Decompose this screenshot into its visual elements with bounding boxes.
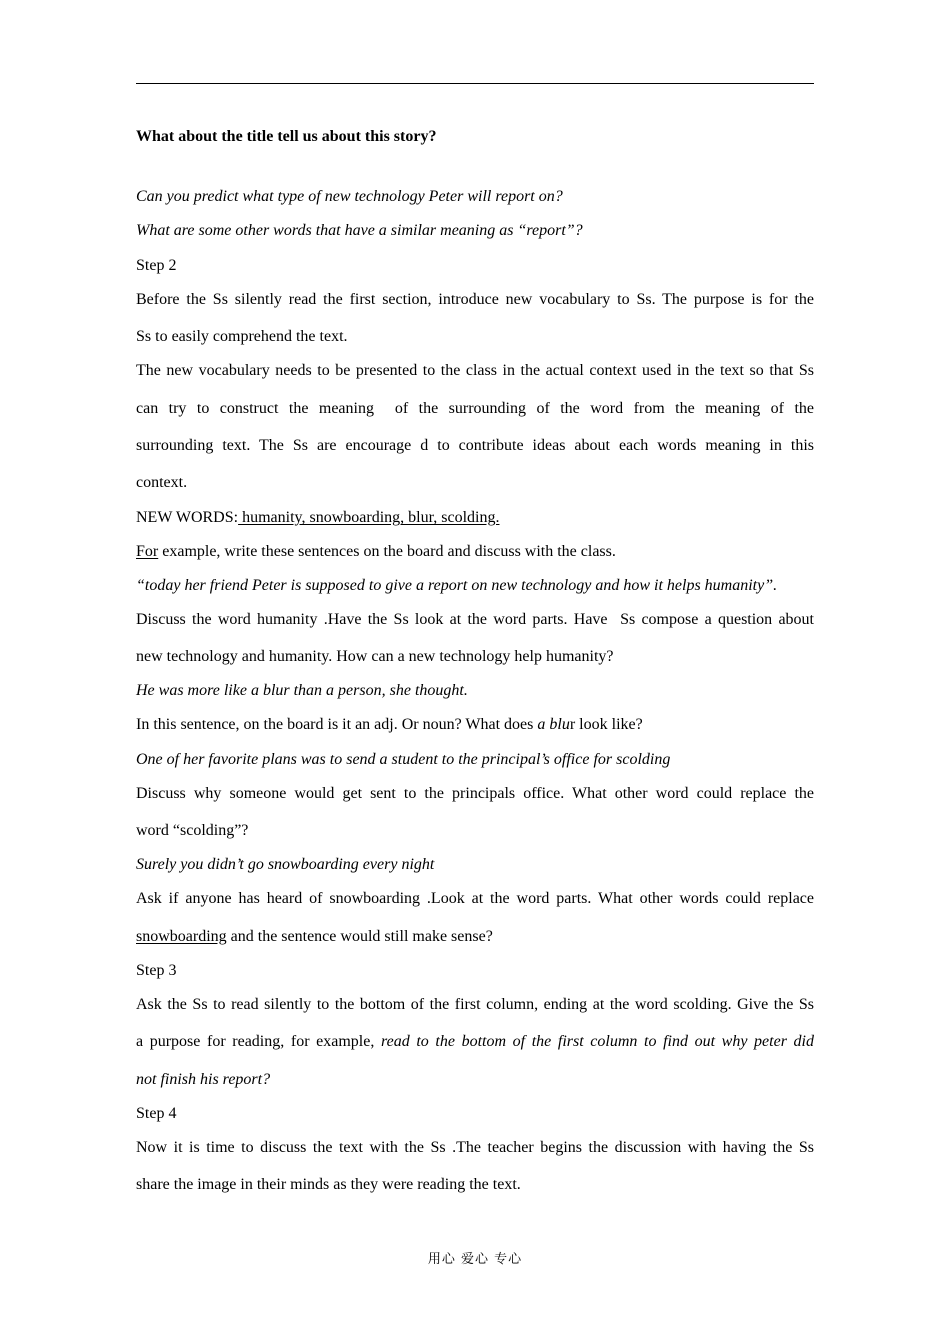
step-3-line-2-italic: read to the bottom of the first column to find out why peter did: [380, 1033, 814, 1050]
discussion-2-italic: a blu: [537, 716, 570, 733]
step-3-line-2: [136, 1032, 814, 1052]
example-line: [136, 542, 814, 562]
paragraph-2-line-4: context.: [136, 474, 188, 491]
paragraph-2-line-1: The new vocabulary needs to be presented to the class in the actual context used in the text so that Ss: [136, 362, 814, 379]
step-3-line-3: not finish his report?: [136, 1071, 271, 1088]
discussion-2-end: r look like?: [569, 716, 643, 733]
quote-1: “today her friend Peter is supposed to give a report on new technology and how it helps humanity”.: [136, 577, 778, 594]
discussion-3-line-2: word “scolding”?: [136, 822, 249, 839]
new-words-label: NEW WORDS:: [136, 509, 239, 526]
example-for: For: [136, 543, 159, 560]
discussion-2: [136, 715, 814, 735]
discussion-4-line-1: Ask if anyone has heard of snowboarding .Look at the word parts. What other words could replace: [136, 890, 814, 907]
example-rest: example, write these sentences on the board and discuss with the class.: [158, 543, 616, 560]
section-heading: What about the title tell us about this story?: [136, 128, 437, 145]
header-rule: [136, 83, 814, 84]
step-3-line-2-text: a purpose for reading, for example,: [136, 1033, 381, 1050]
quote-3: One of her favorite plans was to send a student to the principal’s office for scolding: [136, 751, 671, 768]
step-3-label: Step 3: [136, 962, 177, 979]
snowboarding-underlined: snowboarding: [136, 928, 227, 945]
step-4-line-1: Now it is time to discuss the text with the Ss .The teacher begins the discussion with having the Ss: [136, 1139, 814, 1156]
question-1: Can you predict what type of new technology Peter will report on?: [136, 188, 563, 205]
discussion-2-text: In this sentence, on the board is it an adj. Or noun? What does: [136, 716, 538, 733]
step-3-line-1: Ask the Ss to read silently to the bottom of the first column, ending at the word scolding. Give the Ss: [136, 996, 814, 1013]
paragraph-1-line-1: Before the Ss silently read the first section, introduce new vocabulary to Ss. The purpose is for the: [136, 291, 814, 308]
paragraph-2-line-3: surrounding text. The Ss are encourage d to contribute ideas about each words meaning in this: [136, 437, 814, 454]
discussion-1-line-2: new technology and humanity. How can a new technology help humanity?: [136, 648, 614, 665]
paragraph-1-line-2: Ss to easily comprehend the text.: [136, 328, 348, 345]
question-2: What are some other words that have a similar meaning as “report”?: [136, 222, 583, 239]
discussion-1-line-1: Discuss the word humanity .Have the Ss look at the word parts. Have Ss compose a question about: [136, 611, 814, 628]
discussion-4-line-2: [136, 927, 814, 947]
page-footer: 用心 爱心 专心: [427, 1252, 523, 1267]
discussion-4-rest: and the sentence would still make sense?: [226, 928, 493, 945]
quote-4: Surely you didn’t go snowboarding every night: [136, 856, 435, 873]
step-4-line-2: share the image in their minds as they were reading the text.: [136, 1176, 521, 1193]
step-2-label: Step 2: [136, 257, 177, 274]
new-words-list: humanity, snowboarding, blur, scolding.: [238, 509, 500, 526]
quote-2: He was more like a blur than a person, she thought.: [136, 682, 468, 699]
paragraph-2-line-2: can try to construct the meaning of the surrounding of the word from the meaning of the: [136, 400, 814, 417]
new-words-line: [136, 508, 814, 528]
step-4-label: Step 4: [136, 1105, 177, 1122]
discussion-3-line-1: Discuss why someone would get sent to the principals office. What other word could replace the: [136, 785, 814, 802]
